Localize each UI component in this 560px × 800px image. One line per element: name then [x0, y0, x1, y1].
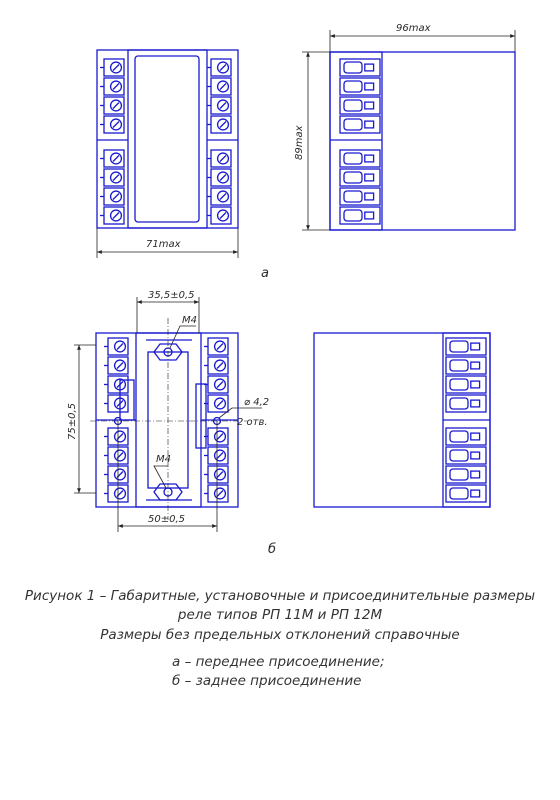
side-terminal [446, 357, 486, 374]
dimension-89max [302, 52, 330, 230]
view-a-front [97, 50, 238, 228]
terminal-screw [104, 485, 128, 502]
view-b-side [314, 333, 490, 507]
terminal-screw [100, 207, 124, 224]
terminal-screw [204, 466, 228, 483]
terminal-screw [100, 59, 124, 76]
side-terminal [340, 207, 380, 224]
terminal-screw [207, 207, 231, 224]
dim-71max: 71max [146, 239, 181, 250]
view-a-side [330, 52, 515, 230]
leader-m4-top [170, 326, 196, 348]
side-terminal [446, 338, 486, 355]
dim-50: 50±0,5 [148, 514, 186, 525]
legend-item-a: а – переднее присоединение; [172, 654, 385, 670]
side-terminal [446, 428, 486, 445]
terminal-screw [104, 466, 128, 483]
side-terminal [340, 78, 380, 95]
terminal-screw [204, 428, 228, 445]
side-terminal [340, 97, 380, 114]
terminal-screw [207, 150, 231, 167]
terminal-screw [207, 169, 231, 186]
terminal-screw [207, 59, 231, 76]
legend-item-b: б – заднее присоединение [172, 673, 362, 689]
terminal-screw [204, 376, 228, 393]
side-terminal [446, 395, 486, 412]
side-terminal [446, 447, 486, 464]
side-terminal [340, 169, 380, 186]
figure-caption-line-3: Размеры без предельных отклонений справочные [100, 627, 460, 643]
terminal-screw [104, 447, 128, 464]
figure-caption-line-1: Рисунок 1 – Габаритные, установочные и присоединительные размеры [24, 588, 536, 604]
view-b-label: б [268, 542, 277, 557]
terminal-screw [100, 78, 124, 95]
terminal-screw [204, 447, 228, 464]
terminal-screw [204, 395, 228, 412]
terminal-screw [100, 150, 124, 167]
side-terminal [340, 59, 380, 76]
terminal-screw [104, 376, 128, 393]
leader-m4-bottom [154, 466, 168, 488]
side-terminal [340, 116, 380, 133]
terminal-screw [204, 357, 228, 374]
label-m4-top: М4 [182, 315, 197, 326]
terminal-screw [104, 395, 128, 412]
terminal-screw [100, 97, 124, 114]
terminal-screw [204, 338, 228, 355]
dim-89max: 89max [294, 125, 305, 160]
figure-caption-line-2: реле типов РП 11М и РП 12М [177, 607, 383, 623]
terminal-screw [100, 188, 124, 205]
terminal-screw [207, 188, 231, 205]
terminal-screw [207, 97, 231, 114]
terminal-screw [207, 116, 231, 133]
dim-75: 75±0,5 [67, 402, 78, 440]
side-terminal [446, 466, 486, 483]
terminal-screw [100, 169, 124, 186]
view-a-label: а [261, 266, 269, 281]
dim-35-5: 35,5±0,5 [148, 290, 195, 301]
terminal-screw [104, 338, 128, 355]
terminal-screw [104, 357, 128, 374]
label-hole-count: 2 отв. [237, 417, 268, 428]
label-hole-diameter: ⌀ 4,2 [244, 397, 270, 408]
terminal-screw [204, 485, 228, 502]
side-terminal [446, 485, 486, 502]
side-terminal [446, 376, 486, 393]
label-m4-bottom: М4 [156, 454, 171, 465]
terminal-screw [104, 428, 128, 445]
terminal-screw [207, 78, 231, 95]
side-terminal [340, 150, 380, 167]
dim-96max: 96max [396, 23, 431, 34]
side-terminal [340, 188, 380, 205]
terminal-screw [100, 116, 124, 133]
